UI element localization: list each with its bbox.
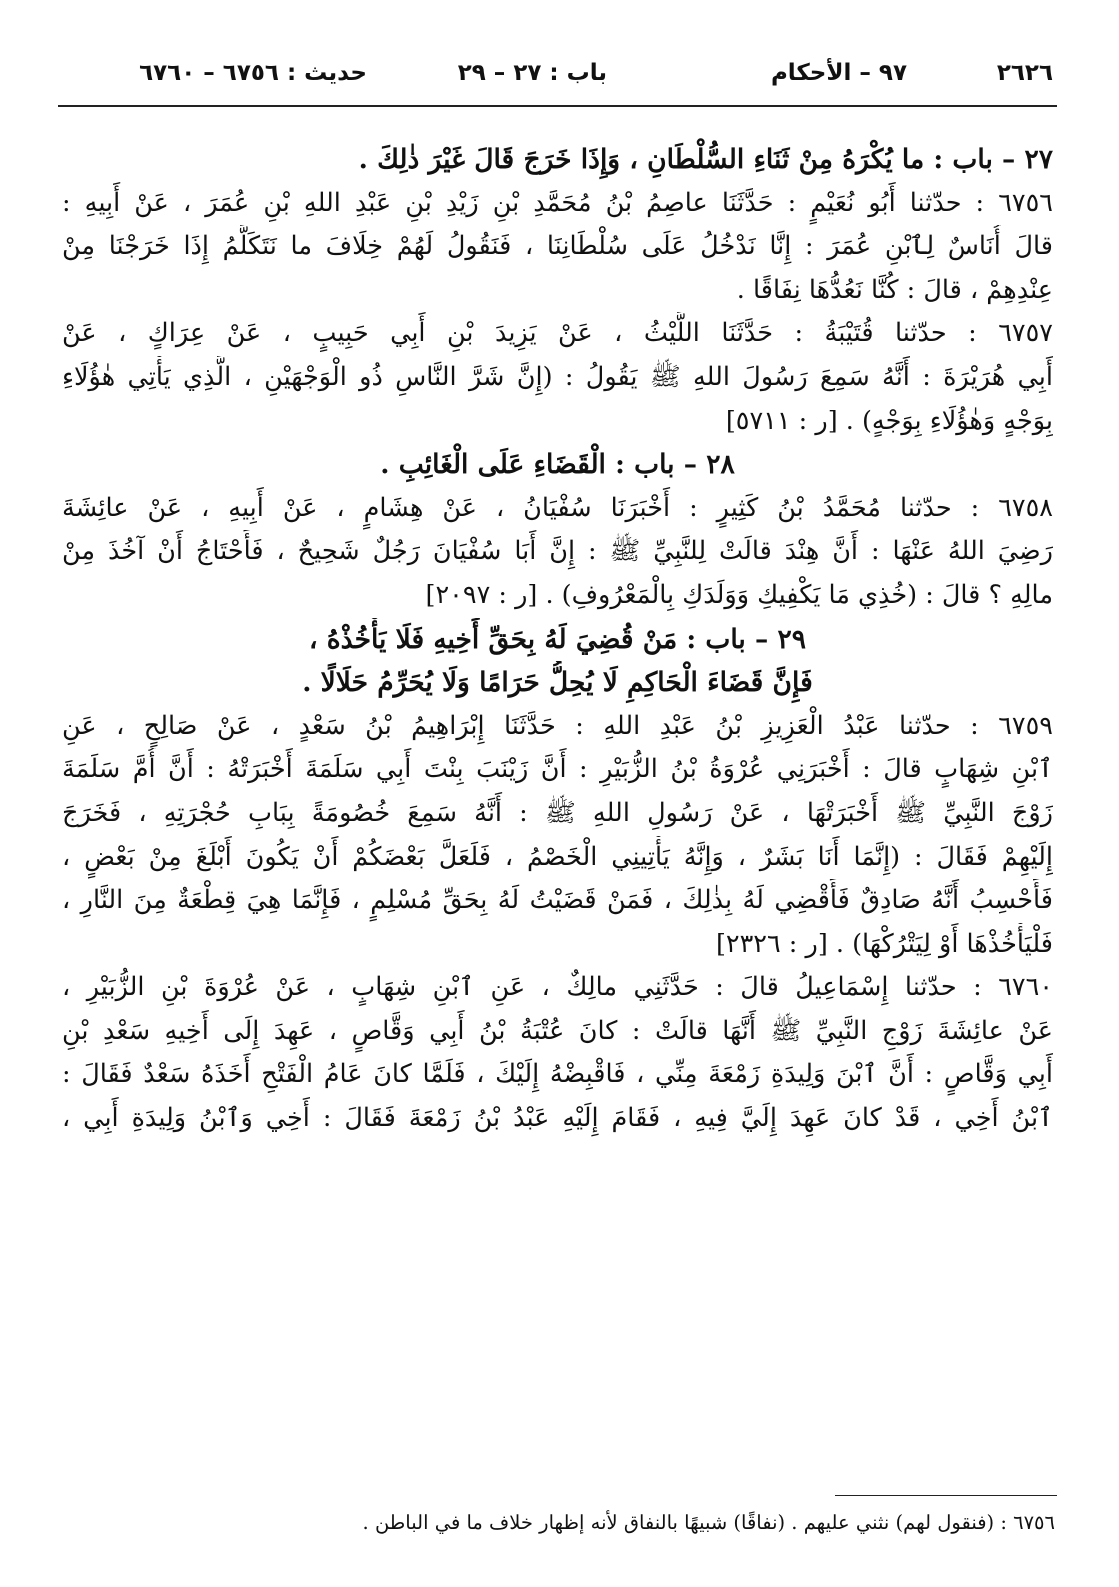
- page-text: [62, 138, 1053, 1141]
- chapter-heading-28: ٢٨ – باب : الْقَضَاءِ عَلَى الْغَائِبِ .: [380, 449, 735, 481]
- text-line: ٦٧٥٨ : حدّثنا مُحَمَّدُ بْنُ كَثِيرٍ : أَخْبَرَنَا سُفْيَانُ ، عَنْ هِشَامٍ ، عَنْ أَبِيهِ ، عَنْ عائِشَةَ: [62, 492, 1053, 523]
- text-line: زَوْجَ النَّبِيِّ ﷺ أَخْبَرَتْهَا ، عَنْ رَسُولِ اللهِ ﷺ : أَنَّهُ سَمِعَ خُصُومَةً بِبَابِ حُجْرَتِهِ ، فَخَرَجَ: [62, 797, 1053, 828]
- text-line: إِلَيْهِمْ فَقَالَ : (إِنَّمَا أَنَا بَشَرٌ ، وَإِنَّهُ يَأْتِينِي الْخَصْمُ ، فَلَعَلَّ بَعْضَكُمْ أَنْ يَكُونَ أَبْلَغَ مِنْ بَعْضٍ ،: [62, 841, 1053, 872]
- footnote: ٦٧٥٦ : (فنقول لهم) نثني عليهم . (نفاقًا) شبيهًا بالنفاق لأنه إظهار خلاف ما في الباطن .: [362, 1511, 1055, 1534]
- text-line: فَأَحْسِبُ أَنَّهُ صَادِقٌ فَأَقْضِي لَهُ بِذٰلِكَ ، فَمَنْ قَضَيْتُ لَهُ بِحَقِّ مُسْلِمٍ ، فَإِنَّمَا هِيَ قِطْعَةٌ مِنَ النَّارِ ،: [62, 885, 1053, 916]
- chapter-heading-27: ٢٧ – باب : ما يُكْرَهُ مِنْ ثَنَاءِ السُّلْطَانِ ، وَإِذَا خَرَجَ قَالَ غَيْرَ ذٰلِكَ .: [358, 144, 1053, 175]
- chapter-heading-29-continued: فَإِنَّ قَضَاءَ الْحَاكِمِ لَا يُحِلُّ حَرَامًا وَلَا يُحَرِّمُ حَلَالًا .: [302, 667, 813, 699]
- text-line: عِنْدِهِمْ ، قالَ : كُنَّا نَعُدُّهَا نِفَاقًا .: [736, 274, 1053, 305]
- running-header: [62, 52, 1057, 98]
- hadith-range: حديث : ٦٧٥٦ – ٦٧٦٠: [139, 60, 367, 86]
- text-line: ٱبْنُ أَخِي ، قَدْ كانَ عَهِدَ إِلَيَّ فِيهِ ، فَقَامَ إِلَيْهِ عَبْدُ بْنُ زَمْعَةَ فَقَالَ : أَخِي وَٱبْنُ وَلِيدَةِ أَبِي ،: [62, 1103, 1053, 1134]
- text-line: ٱبْنِ شِهَابٍ قالَ : أَخْبَرَنِي عُرْوَةُ بْنُ الزُّبَيْرِ : أَنَّ زَيْنَبَ بِنْتَ أَبِي سَلَمَةَ أَخْبَرَتْهُ : أَنَّ أُمَّ سَلَمَةَ: [62, 754, 1053, 785]
- text-line: ٦٧٥٩ : حدّثنا عَبْدُ الْعَزِيزِ بْنُ عَبْدِ اللهِ : حَدَّثَنَا إِبْرَاهِيمُ بْنُ سَعْدٍ ، عَنْ صَالِحٍ ، عَنِ: [62, 710, 1053, 741]
- text-line: قالَ أُنَاسٌ لِٱبْنِ عُمَرَ : إِنَّا نَدْخُلُ عَلَى سُلْطَانِنَا ، فَنَقُولُ لَهُمْ خِلَافَ ما نَتَكَلَّمُ إِذَا خَرَجْنَا مِنْ: [62, 231, 1053, 262]
- text-line: أَبِي هُرَيْرَةَ : أَنَّهُ سَمِعَ رَسُولَ اللهِ ﷺ يَقُولُ : (إِنَّ شَرَّ النَّاسِ ذُو الْوَجْهَيْنِ ، الَّذِي يَأْتِي هٰؤُلَاءِ: [62, 361, 1053, 392]
- footnote-divider: [835, 1495, 1057, 1496]
- text-line: فَلْيَأْخُذْهَا أَوْ لِيَتْرُكْهَا) . [ر : ٢٣٢٦]: [715, 928, 1053, 959]
- text-line: رَضِيَ اللهُ عَنْهَا : أَنَّ هِنْدَ قالَتْ لِلنَّبِيِّ ﷺ : إِنَّ أَبَا سُفْيَانَ رَجُلٌ شَحِيحٌ ، فَأَحْتَاجُ أَنْ آخُذَ مِنْ: [62, 536, 1053, 567]
- text-line: عَنْ عائِشَةَ زَوْجِ النَّبِيِّ ﷺ أَنَّهَا قالَتْ : كانَ عُتْبَةُ بْنُ أَبِي وَقَّاصٍ ، عَهِدَ إِلَى أَخِيهِ سَعْدِ بْنِ: [62, 1015, 1053, 1046]
- book-title: ٩٧ – الأحكام: [770, 60, 907, 86]
- text-line: ٦٧٦٠ : حدّثنا إِسْمَاعِيلُ قالَ : حَدَّثَنِي مالِكٌ ، عَنِ ٱبْنِ شِهَابٍ ، عَنْ عُرْوَةَ بْنِ الزُّبَيْرِ ،: [62, 972, 1053, 1003]
- text-line: مالِهِ ؟ قالَ : (خُذِي مَا يَكْفِيكِ وَوَلَدَكِ بِالْمَعْرُوفِ) . [ر : ٢٠٩٧]: [425, 579, 1053, 610]
- page-number: ٢٦٢٦: [996, 60, 1053, 86]
- text-line: ٦٧٥٦ : حدّثنا أَبُو نُعَيْمٍ : حَدَّثَنَا عاصِمُ بْنُ مُحَمَّدِ بْنِ زَيْدِ بْنِ عَبْدِ اللهِ بْنِ عُمَرَ ، عَنْ أَبِيهِ :: [62, 187, 1053, 218]
- text-line: ٦٧٥٧ : حدّثنا قُتَيْبَةُ : حَدَّثَنَا اللَّيْثُ ، عَنْ يَزِيدَ بْنِ أَبِي حَبِيبٍ ، عَنْ عِرَاكٍ ، عَنْ: [62, 318, 1053, 349]
- text-line: بِوَجْهٍ وَهٰؤُلَاءِ بِوَجْهٍ) . [ر : ٥٧١١]: [725, 405, 1053, 436]
- bab-range: باب : ٢٧ – ٢٩: [457, 60, 607, 86]
- header-divider: [58, 105, 1057, 107]
- text-line: أَبِي وَقَّاصٍ : أَنَّ ٱبْنَ وَلِيدَةِ زَمْعَةَ مِنِّي ، فَاقْبِضْهُ إِلَيْكَ ، فَلَمَّا كانَ عَامُ الْفَتْحِ أَخَذَهُ سَعْدٌ فَقَالَ :: [62, 1059, 1053, 1090]
- chapter-heading-29: ٢٩ – باب : مَنْ قُضِيَ لَهُ بِحَقِّ أَخِيهِ فَلَا يَأْخُذْهُ ،: [309, 623, 806, 655]
